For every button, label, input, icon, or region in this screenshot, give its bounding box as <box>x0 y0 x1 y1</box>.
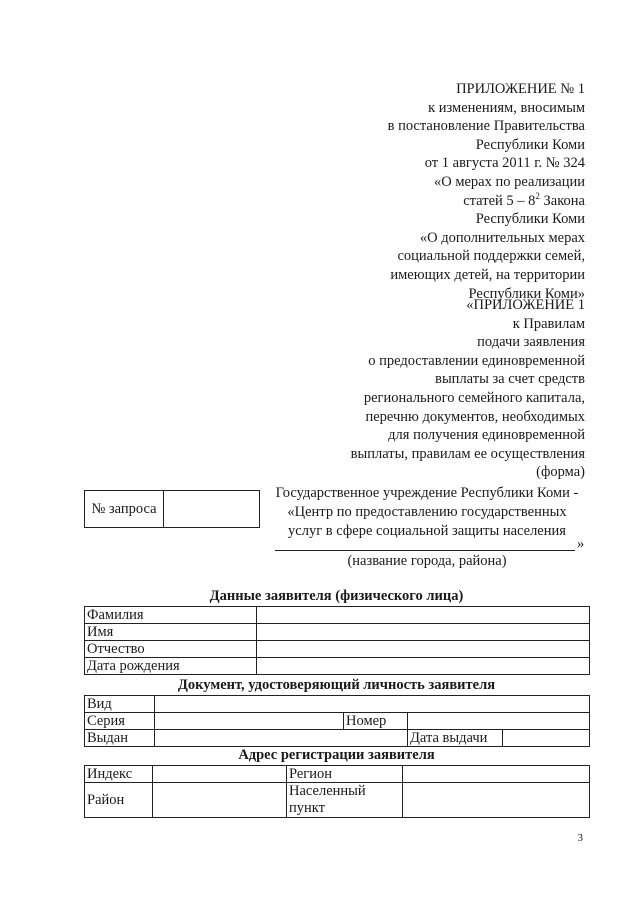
region-label: Регион <box>287 766 403 783</box>
header-line: Республики Коми» <box>468 285 585 302</box>
header-line: «ПРИЛОЖЕНИЕ 1 <box>466 297 585 313</box>
header-line: к Правилам <box>512 315 585 332</box>
settlement-label: Населенный пункт <box>287 783 403 818</box>
document-section-title: Документ, удостоверяющий личность заявителя <box>177 677 496 693</box>
document-type-field[interactable] <box>155 696 590 713</box>
document-type-label: Вид <box>85 696 155 713</box>
header-line: к изменениям, вносимым <box>428 99 585 116</box>
patronymic-label: Отчество <box>85 641 257 658</box>
table-row <box>85 641 590 658</box>
request-number-label: № запроса <box>85 491 164 527</box>
issue-date-field[interactable] <box>503 730 590 747</box>
address-table <box>84 765 590 818</box>
issued-by-field[interactable] <box>155 730 408 747</box>
closing-quote: » <box>577 536 585 552</box>
index-field[interactable] <box>153 766 287 783</box>
issued-by-label: Выдан <box>85 730 155 747</box>
header-line: Республики Коми <box>475 211 585 228</box>
header-line: для получения единовременной <box>388 427 585 444</box>
district-label: Район <box>85 783 153 818</box>
city-district-hint: (название города, района) <box>347 553 507 569</box>
header-line: регионального семейного капитала, <box>363 389 585 406</box>
header-line: (форма) <box>536 464 585 481</box>
header-line-text: статей 5 – 8 <box>463 192 536 209</box>
district-field[interactable] <box>153 783 287 818</box>
institution-line: «Центр по предоставлению государственных <box>287 504 567 520</box>
institution-line: Государственное учреждение Республики Коми - <box>275 485 579 501</box>
header-line: выплаты за счет средств <box>435 371 585 388</box>
header-line: от 1 августа 2011 г. № 324 <box>424 155 585 172</box>
table-row <box>85 783 590 818</box>
request-number-box <box>84 490 260 528</box>
header-line: выплаты, правилам ее осуществления <box>350 445 585 462</box>
patronymic-field[interactable] <box>257 641 590 658</box>
name-label: Имя <box>85 624 257 641</box>
request-number-field[interactable] <box>164 491 259 527</box>
header-line-with-superscript <box>388 192 585 211</box>
header-line-suffix: Закона <box>539 192 585 209</box>
appendix-header <box>351 296 585 482</box>
header-line: перечню документов, необходимых <box>365 408 585 425</box>
table-row <box>85 713 590 730</box>
header-line: ПРИЛОЖЕНИЕ № 1 <box>456 81 585 97</box>
applicant-table <box>84 606 590 675</box>
series-label: Серия <box>85 713 155 730</box>
number-field[interactable] <box>408 713 590 730</box>
amendment-header <box>388 80 585 303</box>
header-line: «О дополнительных мерах <box>419 229 585 246</box>
header-line: подачи заявления <box>477 334 585 351</box>
number-label: Номер <box>344 713 408 730</box>
institution-line: услуг в сфере социальной защиты населения <box>288 523 566 539</box>
birth-date-label: Дата рождения <box>85 658 257 675</box>
issue-date-label: Дата выдачи <box>408 730 503 747</box>
header-line: о предоставлении единовременной <box>368 352 585 369</box>
table-row <box>85 624 590 641</box>
surname-label: Фамилия <box>85 607 257 624</box>
header-line: имеющих детей, на территории <box>390 266 585 283</box>
superscript: 2 <box>535 190 540 201</box>
document-table <box>84 695 590 747</box>
applicant-section-title: Данные заявителя (физического лица) <box>209 588 464 604</box>
table-row <box>85 658 590 675</box>
institution-name <box>262 484 592 541</box>
city-district-field[interactable] <box>275 550 575 551</box>
header-line: в постановление Правительства <box>387 118 585 135</box>
series-field[interactable] <box>155 713 344 730</box>
table-row <box>85 730 590 747</box>
page-number: 3 <box>577 832 583 844</box>
settlement-field[interactable] <box>403 783 590 818</box>
table-row <box>85 696 590 713</box>
region-field[interactable] <box>403 766 590 783</box>
header-line: Республики Коми <box>475 136 585 153</box>
index-label: Индекс <box>85 766 153 783</box>
surname-field[interactable] <box>257 607 590 624</box>
header-line: «О мерах по реализации <box>433 173 585 190</box>
table-row <box>85 607 590 624</box>
header-line: социальной поддержки семей, <box>397 248 585 265</box>
name-field[interactable] <box>257 624 590 641</box>
birth-date-field[interactable] <box>257 658 590 675</box>
address-section-title: Адрес регистрации заявителя <box>238 747 435 763</box>
table-row <box>85 766 590 783</box>
